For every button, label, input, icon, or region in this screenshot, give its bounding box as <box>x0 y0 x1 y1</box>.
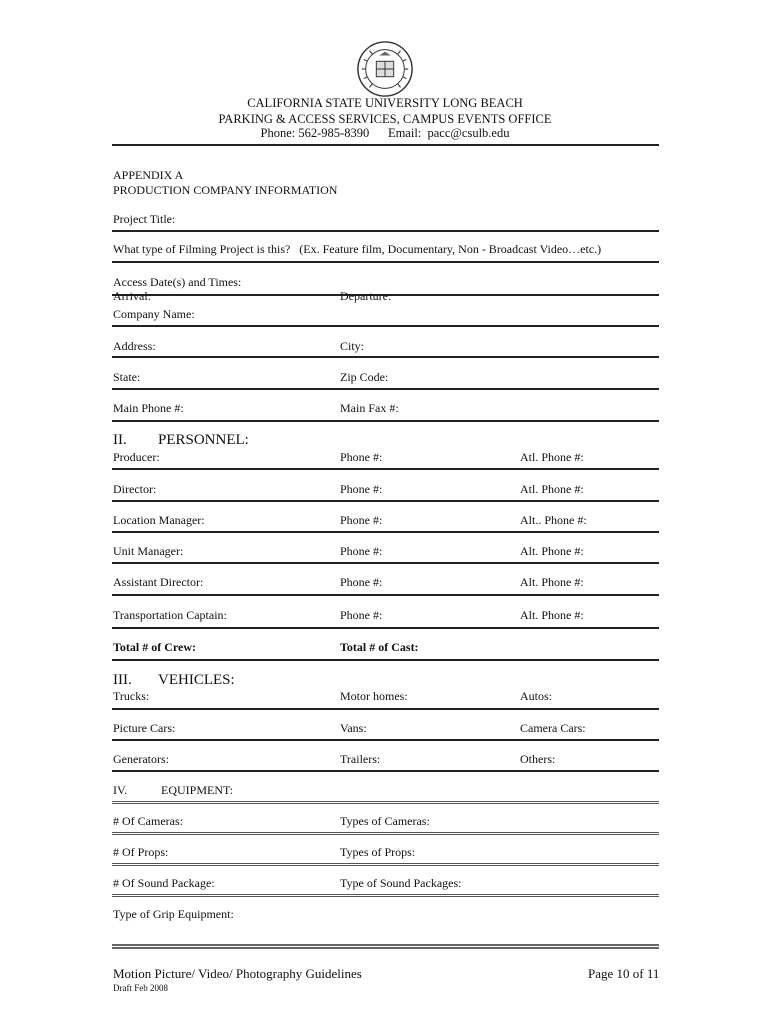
location-manager-phone-label: Phone #: <box>340 513 383 527</box>
divider <box>112 144 659 146</box>
camera-cars-label: Camera Cars: <box>520 721 586 735</box>
vehicles-heading: VEHICLES: <box>158 672 235 688</box>
grip-equipment-label: Type of Grip Equipment: <box>113 907 234 921</box>
trailers-label: Trailers: <box>340 752 381 766</box>
others-label: Others: <box>520 752 556 766</box>
motor-homes-label: Motor homes: <box>340 689 408 703</box>
unit-manager-line[interactable] <box>112 562 659 564</box>
location-manager-line[interactable] <box>112 531 659 533</box>
main-fax-label: Main Fax #: <box>340 401 399 415</box>
equipment-line-0[interactable] <box>112 801 659 804</box>
assistant-director-phone-label: Phone #: <box>340 575 383 589</box>
generators-label: Generators: <box>113 752 169 766</box>
props-count-label: # Of Props: <box>113 845 169 859</box>
address-label: Address: <box>113 339 156 353</box>
personnel-heading: PERSONNEL: <box>158 432 249 448</box>
director-alt-phone-label: Atl. Phone #: <box>520 482 584 496</box>
header-university: CALIFORNIA STATE UNIVERSITY LONG BEACH <box>247 96 523 110</box>
assistant-director-label: Assistant Director: <box>113 575 204 589</box>
location-manager-alt-phone-label: Alt.. Phone #: <box>520 513 587 527</box>
vehicles-number: III. <box>113 672 132 688</box>
totals-line[interactable] <box>112 659 659 661</box>
transportation-captain-line[interactable] <box>112 627 659 629</box>
camera-types-label: Types of Cameras: <box>340 814 430 828</box>
equipment-line-1[interactable] <box>112 832 659 835</box>
location-manager-label: Location Manager: <box>113 513 205 527</box>
footer-title: Motion Picture/ Video/ Photography Guidelines <box>113 966 362 981</box>
total-cast-label: Total # of Cast: <box>340 640 419 654</box>
departure-label: Departure: <box>340 289 392 303</box>
personnel-number: II. <box>113 432 127 448</box>
sound-package-count-label: # Of Sound Package: <box>113 876 215 890</box>
total-crew-label: Total # of Crew: <box>113 640 196 654</box>
header-contact: Phone: 562-985-8390 Email: pacc@csulb.edu <box>260 126 510 140</box>
university-seal-logo <box>356 40 414 98</box>
state-label: State: <box>113 370 141 384</box>
address-line[interactable] <box>112 356 659 358</box>
project-type-label: What type of Filming Project is this? (Ex. Feature film, Documentary, Non - Broadcast Video…etc.) <box>113 242 602 256</box>
trucks-label: Trucks: <box>113 689 150 703</box>
producer-phone-label: Phone #: <box>340 450 383 464</box>
appendix-title: PRODUCTION COMPANY INFORMATION <box>113 183 338 197</box>
unit-manager-label: Unit Manager: <box>113 544 184 558</box>
equipment-heading: EQUIPMENT: <box>161 783 234 797</box>
prop-types-label: Types of Props: <box>340 845 416 859</box>
project-title-label: Project Title: <box>113 212 176 226</box>
arrival-label: Arrival: <box>113 289 151 303</box>
producer-alt-phone-label: Atl. Phone #: <box>520 450 584 464</box>
vehicles-line-2[interactable] <box>112 739 659 741</box>
assistant-director-alt-phone-label: Alt. Phone #: <box>520 575 584 589</box>
autos-label: Autos: <box>520 689 553 703</box>
transportation-captain-alt-phone-label: Alt. Phone #: <box>520 608 584 622</box>
company-name-label: Company Name: <box>113 307 195 321</box>
transportation-captain-label: Transportation Captain: <box>113 608 227 622</box>
vehicles-line-3[interactable] <box>112 770 659 772</box>
project-type-line[interactable] <box>112 261 659 263</box>
header-office: PARKING & ACCESS SERVICES, CAMPUS EVENTS OFFICE <box>218 112 552 126</box>
unit-manager-alt-phone-label: Alt. Phone #: <box>520 544 584 558</box>
vans-label: Vans: <box>340 721 367 735</box>
producer-line[interactable] <box>112 468 659 470</box>
appendix-label: APPENDIX A <box>113 168 184 182</box>
director-line[interactable] <box>112 500 659 502</box>
city-label: City: <box>340 339 365 353</box>
director-phone-label: Phone #: <box>340 482 383 496</box>
picture-cars-label: Picture Cars: <box>113 721 176 735</box>
transportation-captain-phone-label: Phone #: <box>340 608 383 622</box>
state-line[interactable] <box>112 388 659 390</box>
producer-label: Producer: <box>113 450 160 464</box>
main-phone-label: Main Phone #: <box>113 401 184 415</box>
footer-divider <box>112 944 659 949</box>
zip-label: Zip Code: <box>340 370 389 384</box>
footer-draft-date: Draft Feb 2008 <box>113 983 168 993</box>
cameras-count-label: # Of Cameras: <box>113 814 183 828</box>
project-title-line[interactable] <box>112 230 659 232</box>
equipment-number: IV. <box>113 783 128 797</box>
page-number: Page 10 of 11 <box>588 966 660 981</box>
director-label: Director: <box>113 482 157 496</box>
equipment-line-3[interactable] <box>112 894 659 897</box>
company-name-line[interactable] <box>112 325 659 327</box>
equipment-line-2[interactable] <box>112 863 659 866</box>
sound-package-types-label: Type of Sound Packages: <box>340 876 462 890</box>
unit-manager-phone-label: Phone #: <box>340 544 383 558</box>
phone-line[interactable] <box>112 420 659 422</box>
access-label: Access Date(s) and Times: <box>113 275 242 289</box>
vehicles-line-1[interactable] <box>112 708 659 710</box>
assistant-director-line[interactable] <box>112 594 659 596</box>
